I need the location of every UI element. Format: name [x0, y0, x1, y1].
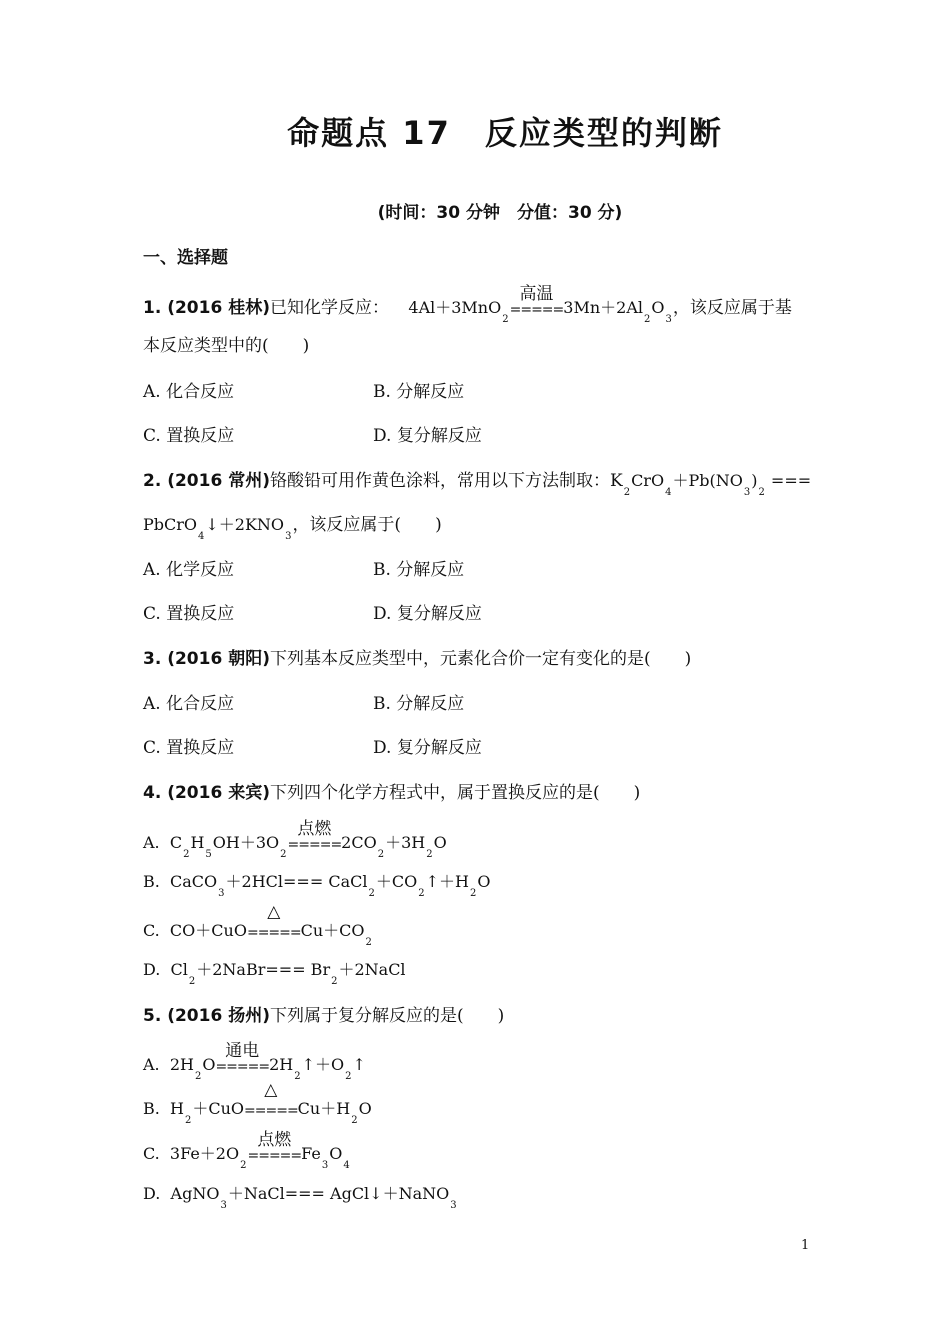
question-1-text-after: ，该反应属于基 — [672, 298, 792, 318]
question-2-text: 铬酸铅可用作黄色涂料，常用以下方法制取：K — [269, 471, 623, 491]
q1-option-c: C. 置换反应 — [143, 426, 235, 446]
eq2-product2: ↓＋2KNO — [205, 515, 285, 534]
condition-label: 通电 — [225, 1041, 260, 1061]
question-1-source: 1. (2016 桂林) — [143, 298, 270, 318]
equals-sign: ===== — [509, 302, 564, 318]
question-2-line2 — [143, 510, 442, 542]
equation-2: $_2CrO_4+Pb(NO_3)_2$ === — [623, 471, 812, 498]
question-2-text-after: ，该反应属于( ) — [292, 515, 442, 535]
q4-option-d: D. $Cl_2+2NaBr===$ $Br_2+2NaCl$ — [143, 960, 406, 987]
q4-option-c: C. CO＋CuO △ $=====Cu+CO_2$ — [143, 902, 372, 948]
q2-option-b: B. 分解反应 — [373, 560, 465, 580]
sub: 3 — [665, 314, 672, 325]
q3-option-b: B. 分解反应 — [373, 694, 465, 714]
question-3 — [143, 644, 691, 669]
question-5-source: 5. (2016 扬州) — [143, 1006, 270, 1026]
reaction-condition: 点燃 ===== — [247, 1145, 301, 1164]
condition-label: △ — [267, 902, 281, 922]
q2-option-c: C. 置换反应 — [143, 604, 235, 624]
question-2 — [143, 466, 812, 498]
question-1 — [143, 284, 792, 325]
q1-option-b: B. 分解反应 — [373, 382, 465, 402]
q1-option-a: A. 化合反应 — [143, 382, 235, 402]
eq1-left: 4Al＋3MnO — [408, 298, 502, 317]
page-number: 1 — [801, 1238, 810, 1253]
question-4-text: 下列四个化学方程式中，属于置换反应的是( ) — [269, 783, 641, 803]
reaction-condition: △ ===== — [244, 1080, 298, 1119]
sub: 4 — [665, 487, 672, 498]
equation-1: 4Al＋3MnO$_2$ 高温 $=====3Mn+2Al_2O_3$ — [408, 298, 672, 317]
question-3-source: 3. (2016 朝阳) — [143, 649, 270, 669]
sub: 2 — [644, 314, 651, 325]
q5-option-c: C. $3Fe+2O_2$ 点燃 $=====Fe_3O_4$ — [143, 1141, 351, 1164]
sub: 3 — [743, 487, 751, 498]
q4-option-b: B. CaCO$_3$＋2HCl=== $CaCl_2+CO_2↑+H_2O$ — [143, 872, 491, 899]
q5-option-a: A. $2H_2O$ 通电 $=====2H_2↑+O_2↑$ — [143, 1052, 366, 1075]
question-4 — [143, 778, 640, 803]
condition-label: 点燃 — [297, 819, 332, 839]
sub: 4 — [198, 531, 205, 542]
q2-option-d: D. 复分解反应 — [373, 604, 482, 624]
section-heading: 一、选择题 — [143, 248, 228, 268]
q3-option-c: C. 置换反应 — [143, 738, 235, 758]
question-2-source: 2. (2016 常州) — [143, 471, 270, 491]
question-3-text: 下列基本反应类型中，元素化合价一定有变化的是( ) — [269, 649, 692, 669]
sub: 3 — [285, 531, 292, 542]
eq2-product: PbCrO — [143, 515, 198, 534]
q1-option-d: D. 复分解反应 — [373, 426, 482, 446]
q3-option-d: D. 复分解反应 — [373, 738, 482, 758]
sub: 2 — [623, 487, 631, 498]
q4-option-a: A. $C_2H_5OH+3O_2$ 点燃 $=====2CO_2+3H_2O$ — [143, 830, 447, 853]
question-1-text: 已知化学反应： — [269, 298, 389, 318]
q5-option-b: B. $H_2+CuO$ △ $=====Cu+H_2O$ — [143, 1080, 372, 1126]
reaction-condition: 通电 ===== — [215, 1056, 269, 1075]
condition-label: △ — [264, 1080, 278, 1100]
reaction-condition — [509, 284, 564, 318]
eq1-right: 3Mn＋2Al — [563, 298, 643, 317]
q2-option-a: A. 化学反应 — [143, 560, 235, 580]
condition-label: 点燃 — [257, 1130, 292, 1150]
question-4-source: 4. (2016 来宾) — [143, 783, 270, 803]
q5-option-d: D. AgNO$_3$＋NaCl=== AgCl↓＋NaNO$_3$ — [143, 1184, 457, 1211]
sub: 2 — [758, 487, 765, 498]
sub: 2 — [502, 314, 509, 325]
page-title: 命题点 17 反应类型的判断 — [287, 114, 723, 152]
q3-option-a: A. 化合反应 — [143, 694, 235, 714]
question-5-text: 下列属于复分解反应的是( ) — [269, 1006, 505, 1026]
reaction-condition: △ ===== — [246, 902, 301, 941]
reaction-condition: 点燃 ===== — [288, 834, 342, 853]
condition-label: 高温 — [519, 284, 554, 304]
time-score-info: (时间：30 分钟 分值：30 分) — [377, 203, 623, 223]
question-1-line2: 本反应类型中的( ) — [143, 336, 310, 356]
question-5 — [143, 1001, 504, 1026]
